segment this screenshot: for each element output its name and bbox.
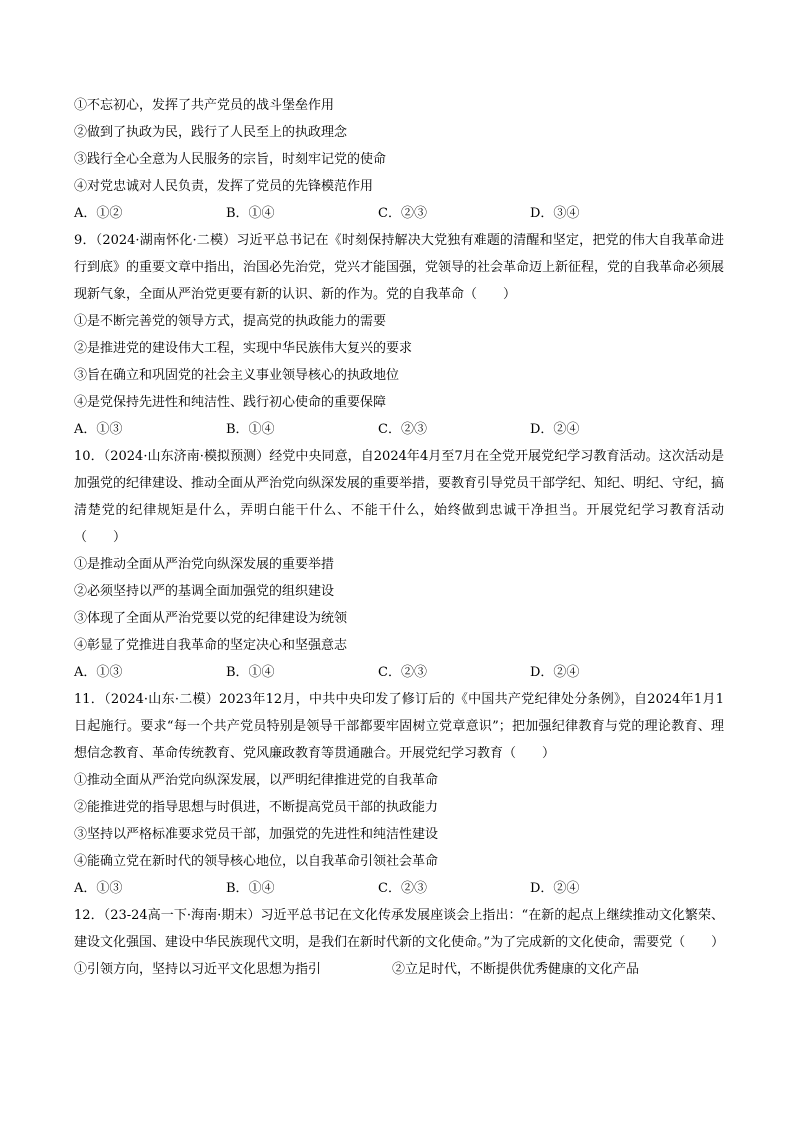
option-a: A．①③ bbox=[74, 881, 123, 896]
option-c: C．②③ bbox=[378, 881, 427, 896]
statement: ④彰显了党推进自我革命的坚定决心和坚强意志 bbox=[74, 638, 348, 653]
question-content bbox=[74, 92, 724, 983]
statement: ②是推进党的建设伟大工程，实现中华民族伟大复兴的要求 bbox=[74, 341, 413, 356]
question-stem: 9．（2024·湖南怀化·二模）习近平总书记在《时刻保持解决大党独有难题的清醒和坚定，把党的伟大自我革命进行到底》的重要文章中指出，治国必先治党，党兴才能国强，党领导的社会革命迈上新征程，党的自我革命必须展现新气象，全面从严治党更要有新的认识、新的作为。党的自我革命（ ） bbox=[74, 233, 725, 302]
question-stem: 11．（2024·山东·二模）2023年12月，中共中央印发了修订后的《中国共产党纪律处分条例》，自2024年1月1日起施行。要求“每一个共产党员特别是领导干部都要牢固树立党章意识”；把加强纪律教育与党的理论教育、理想信念教育、革命传统教育、党风廉政教育等贯通融合。开展党纪学习教育（ ） bbox=[74, 692, 724, 761]
statement-row bbox=[74, 956, 724, 983]
statement: ③践行全心全意为人民服务的宗旨，时刻牢记党的使命 bbox=[74, 152, 387, 167]
option-d: D．②④ bbox=[530, 422, 580, 437]
question-10 bbox=[74, 443, 724, 686]
option-d: D．②④ bbox=[530, 665, 580, 680]
statement: ③体现了全面从严治党要以党的纪律建设为统领 bbox=[74, 611, 348, 626]
option-a: A．①③ bbox=[74, 665, 123, 680]
option-b: B．①④ bbox=[226, 881, 275, 896]
question-stem: 12．（23-24高一下·海南·期末）习近平总书记在文化传承发展座谈会上指出：“在新的起点上继续推动文化繁荣、建设文化强国、建设中华民族现代文明，是我们在新时代新的文化使命。”为了完成新的文化使命，需要党（ ） bbox=[74, 908, 725, 950]
answer-options bbox=[74, 200, 724, 227]
answer-options bbox=[74, 416, 724, 443]
statement: ④是党保持先进性和纯洁性、践行初心使命的重要保障 bbox=[74, 395, 387, 410]
question-9 bbox=[74, 227, 724, 443]
statement: ②能推进党的指导思想与时俱进，不断提高党员干部的执政能力 bbox=[74, 800, 439, 815]
option-b: B．①④ bbox=[226, 422, 275, 437]
statement: ①引领方向，坚持以习近平文化思想为指引 bbox=[74, 962, 322, 977]
statement: ④能确立党在新时代的领导核心地位，以自我革命引领社会革命 bbox=[74, 854, 439, 869]
option-b: B．①④ bbox=[226, 206, 275, 221]
option-c: C．②③ bbox=[378, 665, 427, 680]
option-c: C．②③ bbox=[378, 422, 427, 437]
statement: ①推动全面从严治党向纵深发展，以严明纪律推进党的自我革命 bbox=[74, 773, 439, 788]
option-a: A．①② bbox=[74, 206, 123, 221]
question-11 bbox=[74, 686, 724, 902]
option-d: D．②④ bbox=[530, 881, 580, 896]
question-12 bbox=[74, 902, 724, 983]
statement: ④对党忠诚对人民负责，发挥了党员的先锋模范作用 bbox=[74, 179, 374, 194]
statement: ①是推动全面从严治党向纵深发展的重要举措 bbox=[74, 557, 335, 572]
option-a: A．①③ bbox=[74, 422, 123, 437]
statement: ②立足时代，不断提供优秀健康的文化产品 bbox=[392, 962, 640, 977]
statement: ①是不断完善党的领导方式，提高党的执政能力的需要 bbox=[74, 314, 387, 329]
statement: ①不忘初心，发挥了共产党员的战斗堡垒作用 bbox=[74, 98, 335, 113]
question-stem: 10．（2024·山东济南·模拟预测）经党中央同意，自2024年4月至7月在全党开展党纪学习教育活动。这次活动是加强党的纪律建设、推动全面从严治党向纵深发展的重要举措，要教育引导党员干部学纪、知纪、明纪、守纪，搞清楚党的纪律规矩是什么，弄明白能干什么、不能干什么，始终做到忠诚干净担当。开展党纪学习教育活动（ ） bbox=[74, 449, 725, 545]
option-d: D．③④ bbox=[530, 206, 580, 221]
question-8 bbox=[74, 92, 724, 227]
option-b: B．①④ bbox=[226, 665, 275, 680]
statement: ③旨在确立和巩固党的社会主义事业领导核心的执政地位 bbox=[74, 368, 400, 383]
statement: ③坚持以严格标准要求党员干部，加强党的先进性和纯洁性建设 bbox=[74, 827, 439, 842]
option-c: C．②③ bbox=[378, 206, 427, 221]
statement: ②必须坚持以严的基调全面加强党的组织建设 bbox=[74, 584, 335, 599]
statement: ②做到了执政为民，践行了人民至上的执政理念 bbox=[74, 125, 348, 140]
answer-options bbox=[74, 875, 724, 902]
answer-options bbox=[74, 659, 724, 686]
